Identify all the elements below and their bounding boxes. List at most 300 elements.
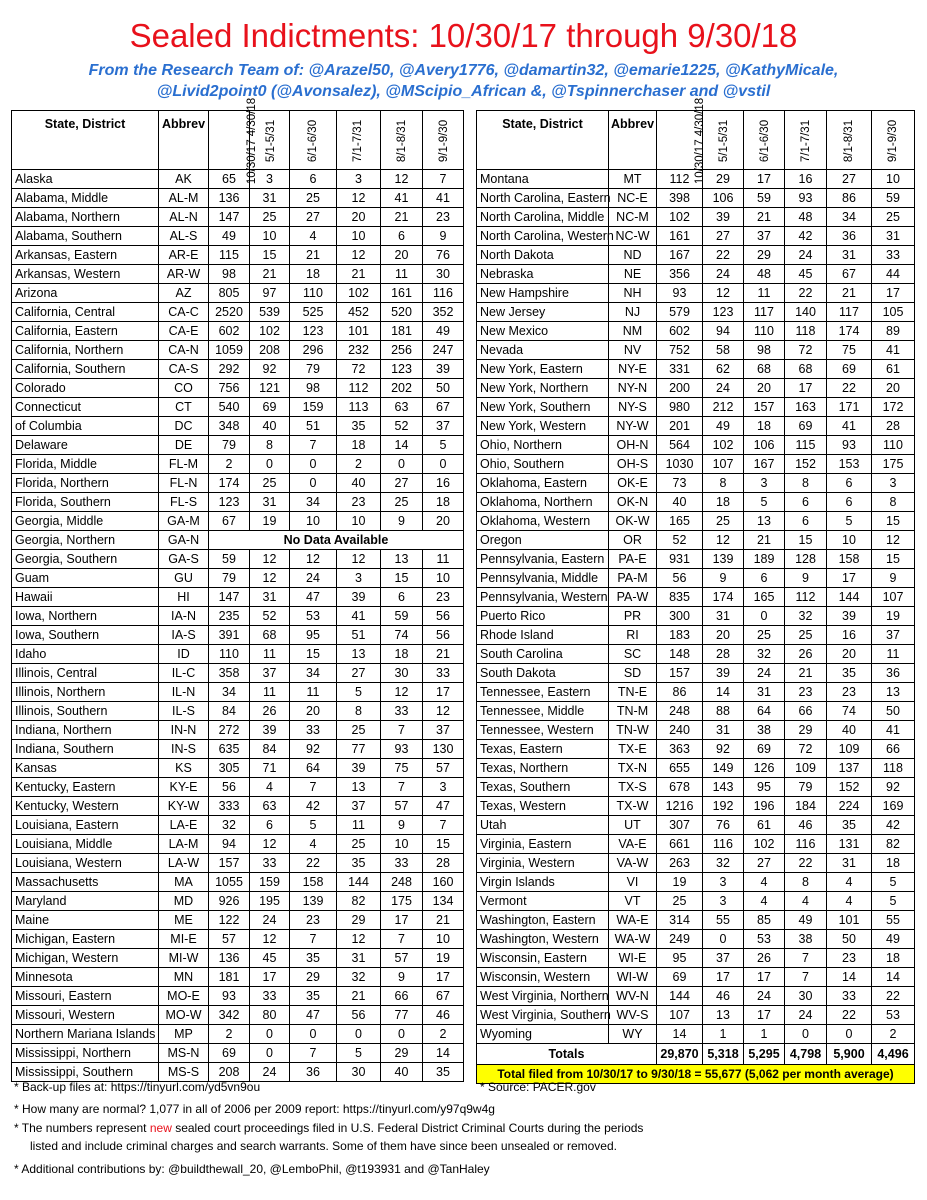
district-abbrev: UT [609,816,657,835]
district-abbrev: KY-E [159,778,209,797]
district-abbrev: MO-W [159,1006,209,1025]
district-name: California, Northern [12,341,159,360]
count-cell: 5 [423,436,464,455]
district-name: Indiana, Southern [12,740,159,759]
table-row [12,1044,464,1063]
table-row [12,531,464,550]
count-cell: 25 [250,474,290,493]
district-abbrev: OK-W [609,512,657,531]
count-cell: 56 [657,569,703,588]
count-cell: 148 [657,645,703,664]
district-name: Florida, Middle [12,455,159,474]
table-row [12,626,464,645]
count-cell: 9 [785,569,827,588]
header-period-label: 7/1-7/31 [352,119,365,162]
count-cell: 20 [337,208,381,227]
count-cell: 31 [250,493,290,512]
header-period-label: 6/1-6/30 [306,119,319,162]
count-cell: 158 [290,873,337,892]
count-cell: 37 [337,797,381,816]
count-cell: 307 [657,816,703,835]
count-cell: 635 [209,740,250,759]
count-cell: 15 [872,550,915,569]
count-cell: 48 [744,265,785,284]
count-cell: 7 [381,721,423,740]
district-abbrev: IL-N [159,683,209,702]
count-cell: 33 [423,664,464,683]
district-name: Iowa, Northern [12,607,159,626]
table-row [477,664,915,683]
header-period [872,111,915,170]
table-row [12,911,464,930]
count-cell: 7 [290,930,337,949]
district-name: Washington, Western [477,930,609,949]
count-cell: 2 [423,1025,464,1044]
count-cell: 391 [209,626,250,645]
count-cell: 107 [872,588,915,607]
table-row [12,417,464,436]
count-cell: 128 [785,550,827,569]
table-row [477,246,915,265]
count-cell: 80 [250,1006,290,1025]
table-row [12,1006,464,1025]
district-name: Maine [12,911,159,930]
count-cell: 11 [250,645,290,664]
count-cell: 59 [209,550,250,569]
count-cell: 69 [785,417,827,436]
count-cell: 39 [250,721,290,740]
note-represent-b: sealed court proceedings filed in U.S. Federal District Criminal Courts during the periods [171,1121,644,1135]
table-row [12,759,464,778]
count-cell: 17 [423,968,464,987]
count-cell: 51 [337,626,381,645]
count-cell: 18 [337,436,381,455]
district-abbrev: TN-W [609,721,657,740]
count-cell: 525 [290,303,337,322]
count-cell: 23 [827,949,872,968]
count-cell: 12 [250,835,290,854]
district-name: Wisconsin, Western [477,968,609,987]
count-cell: 21 [381,208,423,227]
table-row [12,341,464,360]
district-name: California, Central [12,303,159,322]
count-cell: 40 [827,721,872,740]
header-period-label: 9/1-9/30 [438,119,451,162]
count-cell: 24 [703,379,744,398]
count-cell: 57 [381,797,423,816]
right-table [476,97,915,1084]
count-cell: 31 [337,949,381,968]
count-cell: 183 [657,626,703,645]
count-cell: 14 [423,1044,464,1063]
count-cell: 0 [290,1025,337,1044]
count-cell: 110 [290,284,337,303]
count-cell: 49 [872,930,915,949]
count-cell: 564 [657,436,703,455]
count-cell: 3 [703,892,744,911]
note-contributions: * Additional contributions by: @buildthewall_20, @LemboPhil, @t193931 and @TanHaley [14,1162,490,1176]
count-cell: 14 [827,968,872,987]
table-row [12,607,464,626]
district-abbrev: NY-N [609,379,657,398]
district-abbrev: NY-E [609,360,657,379]
table-row [477,911,915,930]
header-state: State, District [477,111,609,170]
count-cell: 195 [250,892,290,911]
count-cell: 3 [337,170,381,189]
count-cell: 35 [827,816,872,835]
count-cell: 86 [657,683,703,702]
district-abbrev: AK [159,170,209,189]
count-cell: 247 [423,341,464,360]
count-cell: 208 [209,1063,250,1082]
count-cell: 678 [657,778,703,797]
count-cell: 66 [872,740,915,759]
count-cell: 66 [785,702,827,721]
count-cell: 53 [744,930,785,949]
count-cell: 134 [423,892,464,911]
count-cell: 17 [744,968,785,987]
count-cell: 980 [657,398,703,417]
left-header-row [12,111,464,170]
count-cell: 805 [209,284,250,303]
table-row [477,1006,915,1025]
count-cell: 24 [785,246,827,265]
district-abbrev: PA-E [609,550,657,569]
count-cell: 20 [872,379,915,398]
count-cell: 24 [250,911,290,930]
district-abbrev: AR-W [159,265,209,284]
count-cell: 152 [827,778,872,797]
count-cell: 63 [381,398,423,417]
table-row [477,892,915,911]
header-period-label: 5/1-5/31 [718,119,731,162]
district-name: Louisiana, Middle [12,835,159,854]
count-cell: 93 [381,740,423,759]
table-row [477,873,915,892]
count-cell: 7 [381,930,423,949]
table-row [477,626,915,645]
count-cell: 69 [250,398,290,417]
count-cell: 56 [209,778,250,797]
count-cell: 79 [209,436,250,455]
count-cell: 25 [703,512,744,531]
count-cell: 18 [290,265,337,284]
count-cell: 94 [703,322,744,341]
district-abbrev: CT [159,398,209,417]
district-name: Pennsylvania, Eastern [477,550,609,569]
count-cell: 22 [872,987,915,1006]
district-name: Utah [477,816,609,835]
count-cell: 93 [785,189,827,208]
count-cell: 35 [337,417,381,436]
count-cell: 143 [703,778,744,797]
table-row [12,284,464,303]
district-abbrev: MS-S [159,1063,209,1082]
table-row [477,360,915,379]
district-name: California, Southern [12,360,159,379]
district-name: Pennsylvania, Western [477,588,609,607]
count-cell: 68 [744,360,785,379]
table-row [12,721,464,740]
count-cell: 35 [827,664,872,683]
count-cell: 107 [657,1006,703,1025]
count-cell: 352 [423,303,464,322]
district-name: Florida, Southern [12,493,159,512]
count-cell: 23 [423,208,464,227]
table-row [12,968,464,987]
count-cell: 110 [872,436,915,455]
header-period-label: 8/1-8/31 [396,119,409,162]
district-abbrev: WI-E [609,949,657,968]
table-row [12,189,464,208]
count-cell: 35 [290,987,337,1006]
count-cell: 19 [423,949,464,968]
count-cell: 102 [744,835,785,854]
district-abbrev: TX-N [609,759,657,778]
district-name: Virginia, Eastern [477,835,609,854]
count-cell: 116 [703,835,744,854]
count-cell: 24 [703,265,744,284]
count-cell: 112 [785,588,827,607]
count-cell: 7 [381,778,423,797]
count-cell: 0 [785,1025,827,1044]
count-cell: 86 [827,189,872,208]
count-cell: 23 [423,588,464,607]
count-cell: 6 [381,588,423,607]
count-cell: 123 [381,360,423,379]
count-cell: 7 [423,816,464,835]
count-cell: 23 [290,911,337,930]
count-cell: 12 [337,930,381,949]
totals-value: 29,870 [657,1044,703,1065]
district-abbrev: HI [159,588,209,607]
district-abbrev: TN-E [609,683,657,702]
count-cell: 18 [744,417,785,436]
district-name: Alabama, Southern [12,227,159,246]
count-cell: 22 [785,854,827,873]
count-cell: 33 [290,721,337,740]
count-cell: 12 [250,550,290,569]
count-cell: 12 [381,170,423,189]
district-name: Tennessee, Western [477,721,609,740]
count-cell: 28 [872,417,915,436]
count-cell: 76 [423,246,464,265]
district-abbrev: TX-E [609,740,657,759]
count-cell: 39 [337,759,381,778]
count-cell: 17 [703,968,744,987]
count-cell: 52 [381,417,423,436]
district-abbrev: GA-N [159,531,209,550]
count-cell: 46 [423,1006,464,1025]
district-name: Washington, Eastern [477,911,609,930]
count-cell: 79 [209,569,250,588]
count-cell: 21 [337,265,381,284]
count-cell: 5 [872,873,915,892]
count-cell: 9 [381,512,423,531]
count-cell: 69 [744,740,785,759]
district-name: South Carolina [477,645,609,664]
count-cell: 184 [785,797,827,816]
table-row [12,892,464,911]
district-abbrev: SC [609,645,657,664]
header-period-label: 7/1-7/31 [800,119,813,162]
count-cell: 13 [337,778,381,797]
count-cell: 7 [785,968,827,987]
table-row [477,588,915,607]
count-cell: 17 [250,968,290,987]
count-cell: 45 [785,265,827,284]
district-name: Georgia, Southern [12,550,159,569]
count-cell: 157 [657,664,703,683]
count-cell: 161 [657,227,703,246]
table-row [12,436,464,455]
header-period [381,111,423,170]
count-cell: 34 [290,493,337,512]
district-name: Iowa, Southern [12,626,159,645]
count-cell: 24 [290,569,337,588]
count-cell: 0 [381,455,423,474]
table-row [12,987,464,1006]
table-row [12,227,464,246]
count-cell: 20 [827,645,872,664]
table-row [477,531,915,550]
count-cell: 12 [250,569,290,588]
count-cell: 57 [381,949,423,968]
count-cell: 73 [657,474,703,493]
count-cell: 3 [423,778,464,797]
table-row [477,1025,915,1044]
count-cell: 12 [703,284,744,303]
table-row [12,322,464,341]
table-row [477,740,915,759]
district-name: Minnesota [12,968,159,987]
district-abbrev: TX-W [609,797,657,816]
count-cell: 11 [381,265,423,284]
table-row [477,778,915,797]
district-abbrev: NY-W [609,417,657,436]
district-name: Arkansas, Eastern [12,246,159,265]
header-period [290,111,337,170]
count-cell: 358 [209,664,250,683]
count-cell: 398 [657,189,703,208]
count-cell: 98 [744,341,785,360]
count-cell: 21 [744,531,785,550]
count-cell: 8 [337,702,381,721]
count-cell: 32 [337,968,381,987]
district-abbrev: NC-E [609,189,657,208]
count-cell: 62 [703,360,744,379]
district-name: Guam [12,569,159,588]
count-cell: 67 [423,987,464,1006]
count-cell: 539 [250,303,290,322]
count-cell: 32 [744,645,785,664]
count-cell: 66 [381,987,423,1006]
count-cell: 4 [290,227,337,246]
count-cell: 752 [657,341,703,360]
district-name: Texas, Western [477,797,609,816]
count-cell: 35 [290,949,337,968]
count-cell: 756 [209,379,250,398]
table-row [477,227,915,246]
total-filed-text: Total filed from 10/30/17 to 9/30/18 = 55,677 (5,062 per month average) [477,1065,915,1084]
count-cell: 3 [872,474,915,493]
count-cell: 32 [209,816,250,835]
table-row [477,930,915,949]
count-cell: 68 [250,626,290,645]
table-row [477,379,915,398]
district-name: Ohio, Northern [477,436,609,455]
count-cell: 40 [381,1063,423,1082]
count-cell: 30 [423,265,464,284]
count-cell: 112 [337,379,381,398]
count-cell: 14 [703,683,744,702]
count-cell: 212 [703,398,744,417]
district-name: Arizona [12,284,159,303]
count-cell: 602 [209,322,250,341]
district-name: Kentucky, Eastern [12,778,159,797]
district-name: Ohio, Southern [477,455,609,474]
count-cell: 6 [381,227,423,246]
table-row [12,208,464,227]
district-abbrev: RI [609,626,657,645]
count-cell: 18 [872,854,915,873]
count-cell: 29 [785,721,827,740]
district-name: Louisiana, Western [12,854,159,873]
count-cell: 202 [381,379,423,398]
district-name: Alaska [12,170,159,189]
count-cell: 31 [250,189,290,208]
district-abbrev: PR [609,607,657,626]
count-cell: 33 [381,854,423,873]
count-cell: 12 [337,189,381,208]
count-cell: 5 [872,892,915,911]
district-abbrev: CA-N [159,341,209,360]
count-cell: 115 [209,246,250,265]
count-cell: 95 [744,778,785,797]
count-cell: 263 [657,854,703,873]
count-cell: 33 [250,987,290,1006]
district-name: Missouri, Western [12,1006,159,1025]
count-cell: 106 [703,189,744,208]
count-cell: 1059 [209,341,250,360]
count-cell: 7 [785,949,827,968]
count-cell: 98 [209,265,250,284]
count-cell: 272 [209,721,250,740]
count-cell: 59 [381,607,423,626]
table-row [477,854,915,873]
count-cell: 2520 [209,303,250,322]
header-period [785,111,827,170]
count-cell: 63 [250,797,290,816]
count-cell: 102 [703,436,744,455]
count-cell: 18 [381,645,423,664]
count-cell: 36 [872,664,915,683]
count-cell: 12 [290,550,337,569]
count-cell: 41 [337,607,381,626]
count-cell: 23 [785,683,827,702]
district-abbrev: CA-E [159,322,209,341]
count-cell: 23 [827,683,872,702]
count-cell: 25 [657,892,703,911]
count-cell: 74 [827,702,872,721]
count-cell: 102 [657,208,703,227]
count-cell: 37 [250,664,290,683]
count-cell: 249 [657,930,703,949]
count-cell: 37 [423,721,464,740]
count-cell: 520 [381,303,423,322]
count-cell: 24 [250,1063,290,1082]
